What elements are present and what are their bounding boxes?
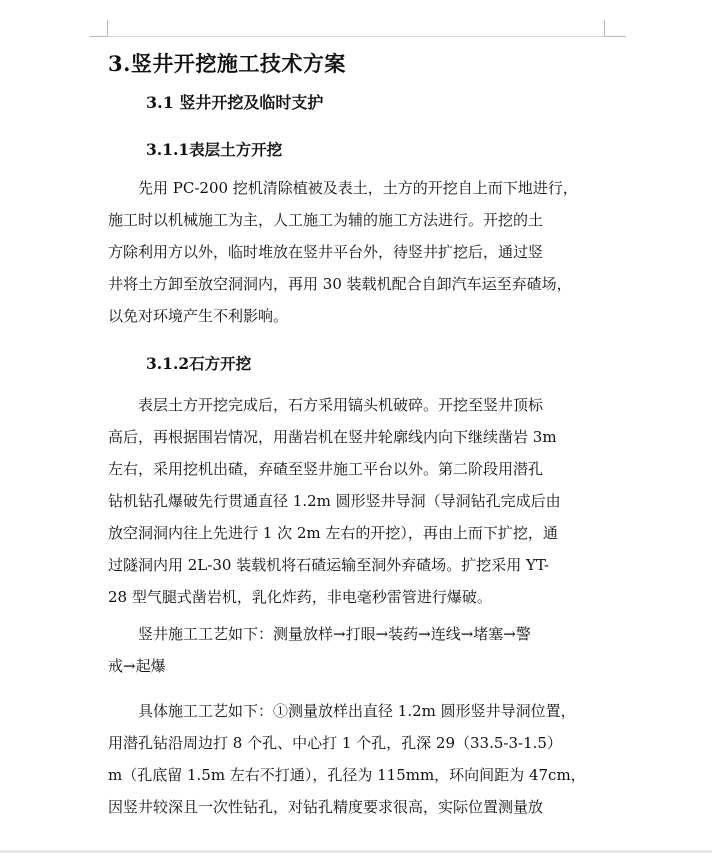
text-line: 左右，采用挖机出碴，弃碴至竖井施工平台以外。第二阶段用潜孔 <box>108 460 544 478</box>
crop-mark-top-left-h <box>90 36 108 37</box>
text-line: 因竖井较深且一次性钻孔，对钻孔精度要求很高，实际位置测量放 <box>108 798 544 816</box>
process-paragraph <box>108 618 608 682</box>
detail-paragraph <box>108 695 608 823</box>
text-line: 竖井施工工艺如下：测量放样→打眼→装药→连线→堵塞→警 <box>108 625 531 643</box>
crop-mark-top-right-v <box>604 20 605 37</box>
text-line: 方除利用方以外，临时堆放在竖井平台外，待竖井扩挖后，通过竖 <box>108 243 544 261</box>
topsoil-paragraph <box>108 172 608 332</box>
text-line: 施工时以机械施工为主，人工施工为辅的施工方法进行。开挖的土 <box>108 211 544 229</box>
text-line: 钻机钻孔爆破先行贯通直径 1.2m 圆形竖井导洞（导洞钻孔完成后由 <box>108 492 561 510</box>
text-line: m（孔底留 1.5m 左右不打通），孔径为 115mm，环向间距为 47cm， <box>108 766 586 784</box>
text-line: 具体施工工艺如下：①测量放样出直径 1.2m 圆形竖井导洞位置， <box>108 702 576 720</box>
subsection-heading: 3.1 竖井开挖及临时支护 <box>146 93 324 112</box>
text-line: 以免对环境产生不利影响。 <box>108 307 289 325</box>
rock-paragraph <box>108 389 608 613</box>
text-line: 放空洞洞内往上先进行 1 次 2m 左右的开挖），再由上而下扩挖，通 <box>108 524 558 542</box>
crop-mark-top-right-h <box>604 36 626 37</box>
text-line: 用潜孔钻沿周边打 8 个孔、中心打 1 个孔，孔深 29（33.5-3-1.5） <box>108 734 562 752</box>
text-line: 28 型气腿式凿岩机，乳化炸药，非电毫秒雷管进行爆破。 <box>108 588 492 606</box>
top-margin-line <box>107 36 604 37</box>
rock-excavation-heading: 3.1.2石方开挖 <box>146 354 252 373</box>
section-heading: 3.竖井开挖施工技术方案 <box>108 51 346 76</box>
text-line: 井将土方卸至放空洞洞内，再用 30 装载机配合自卸汽车运至弃碴场， <box>108 275 572 293</box>
topsoil-excavation-heading: 3.1.1表层土方开挖 <box>146 140 283 159</box>
text-line: 高后，再根据围岩情况，用凿岩机在竖井轮廓线内向下继续凿岩 3m <box>108 428 557 446</box>
text-line: 戒→起爆 <box>108 657 166 675</box>
crop-mark-top-left-v <box>107 20 108 37</box>
text-line: 先用 PC-200 挖机清除植被及表土，土方的开挖自上而下地进行， <box>108 179 578 197</box>
text-line: 表层土方开挖完成后，石方采用镐头机破碎。开挖至竖井顶标 <box>108 396 544 414</box>
text-line: 过隧洞内用 2L-30 装载机将石碴运输至洞外弃碴场。扩挖采用 YT- <box>108 556 550 574</box>
